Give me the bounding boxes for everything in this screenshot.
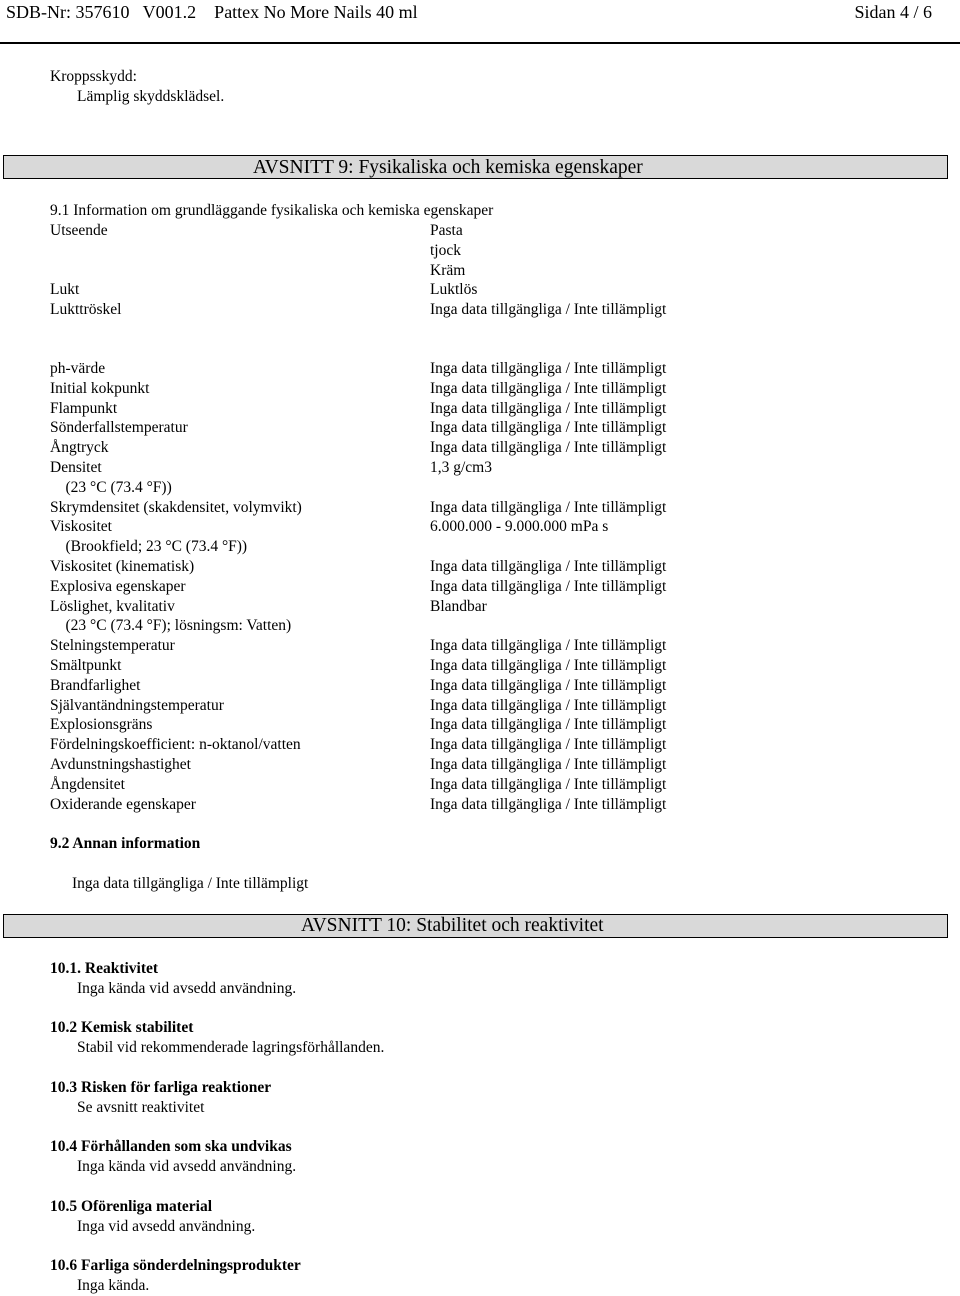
section10-text: Se avsnitt reaktivitet	[77, 1098, 205, 1116]
property-label: Fördelningskoefficient: n-oktanol/vatten	[50, 736, 301, 754]
property-value: tjock	[430, 241, 461, 259]
section10-heading: 10.2 Kemisk stabilitet	[50, 1019, 194, 1037]
section10-heading: 10.4 Förhållanden som ska undvikas	[50, 1138, 292, 1156]
property-label: Brandfarlighet	[50, 676, 141, 694]
body-protection-value: Lämplig skyddsklädsel.	[77, 88, 225, 105]
property-label: Skrymdensitet (skakdensitet, volymvikt)	[50, 498, 302, 516]
property-value: Kräm	[430, 261, 466, 279]
property-label: Flampunkt	[50, 399, 118, 417]
property-label: Avdunstningshastighet	[50, 756, 191, 773]
property-label: (23 °C (73.4 °F); lösningsm: Vatten)	[50, 617, 292, 635]
page-header	[6, 0, 932, 24]
property-label: Löslighet, kvalitativ	[50, 597, 175, 615]
section10-heading: 10.5 Oförenliga material	[50, 1197, 213, 1215]
property-value: Inga data tillgängliga / Inte tillämpligt	[430, 360, 667, 377]
property-value: Inga data tillgängliga / Inte tillämpligt	[430, 657, 667, 674]
property-value: Inga data tillgängliga / Inte tillämpligt	[430, 577, 667, 595]
body-protection-label: Kroppsskydd:	[50, 68, 137, 85]
section9-sub2: 9.2 Annan information	[50, 835, 201, 852]
property-value: Inga data tillgängliga / Inte tillämpligt	[430, 498, 667, 516]
property-value: Inga data tillgängliga / Inte tillämpligt	[430, 775, 667, 793]
property-label: Viskositet (kinematisk)	[50, 558, 195, 575]
property-value: Pasta	[430, 222, 463, 239]
section10-heading: 10.3 Risken för farliga reaktioner	[50, 1078, 272, 1096]
document-id: SDB-Nr: 357610 V001.2 Pattex No More Nails 40 ml	[6, 2, 418, 22]
section10-text: Inga kända vid avsedd användning.	[77, 1158, 297, 1176]
property-label: Ångdensitet	[50, 775, 125, 793]
page-number: Sidan 4 / 6	[854, 2, 932, 22]
section10-text: Inga kända vid avsedd användning.	[77, 980, 297, 997]
section10-heading: 10.1. Reaktivitet	[50, 960, 159, 977]
property-value: Inga data tillgängliga / Inte tillämpligt	[430, 716, 667, 734]
section10-title: AVSNITT 10: Stabilitet och reaktivitet	[301, 915, 604, 936]
property-value: Inga data tillgängliga / Inte tillämpligt	[430, 399, 667, 417]
property-label: Utseende	[50, 222, 108, 239]
property-value: 1,3 g/cm3	[430, 459, 492, 476]
property-value: Inga data tillgängliga / Inte tillämpligt	[430, 379, 667, 397]
property-value: Inga data tillgängliga / Inte tillämpligt	[430, 736, 667, 754]
property-label: (23 °C (73.4 °F))	[50, 478, 172, 496]
header-divider	[0, 42, 960, 44]
property-value: Luktlös	[430, 281, 478, 299]
property-label: Smältpunkt	[50, 657, 122, 674]
property-value: Inga data tillgängliga / Inte tillämpligt	[430, 439, 667, 457]
property-label: Sönderfallstemperatur	[50, 419, 188, 437]
property-label: Lukt	[50, 281, 80, 299]
property-label: Densitet	[50, 459, 102, 476]
section10-text: Stabil vid rekommenderade lagringsförhållanden.	[77, 1039, 385, 1057]
property-label: Initial kokpunkt	[50, 379, 150, 397]
property-value: Inga data tillgängliga / Inte tillämpligt	[430, 301, 667, 319]
property-label: Stelningstemperatur	[50, 637, 175, 655]
property-label: Explosionsgräns	[50, 716, 153, 734]
section10-text: Inga vid avsedd användning.	[77, 1217, 256, 1235]
section9-sub2-text: Inga data tillgängliga / Inte tillämpligt	[72, 875, 309, 892]
property-value: Inga data tillgängliga / Inte tillämpligt	[430, 756, 667, 773]
property-value: Inga data tillgängliga / Inte tillämpligt	[430, 696, 667, 714]
property-label: Oxiderande egenskaper	[50, 795, 196, 813]
property-label: Explosiva egenskaper	[50, 577, 186, 595]
property-label: ph-värde	[50, 360, 106, 377]
property-value: Inga data tillgängliga / Inte tillämpligt	[430, 419, 667, 437]
section10-heading: 10.6 Farliga sönderdelningsprodukter	[50, 1257, 301, 1274]
property-label: Lukttröskel	[50, 301, 122, 319]
property-label: Ångtryck	[50, 439, 109, 457]
property-value: Blandbar	[430, 597, 487, 615]
property-label: (Brookfield; 23 °C (73.4 °F))	[50, 538, 248, 556]
property-value: Inga data tillgängliga / Inte tillämpligt	[430, 676, 667, 694]
property-value: 6.000.000 - 9.000.000 mPa s	[430, 518, 609, 536]
section10-text: Inga kända.	[77, 1277, 150, 1294]
section9-title: AVSNITT 9: Fysikaliska och kemiska egenskaper	[253, 157, 643, 178]
property-value: Inga data tillgängliga / Inte tillämpligt	[430, 637, 667, 655]
property-value: Inga data tillgängliga / Inte tillämpligt	[430, 795, 667, 813]
property-label: Viskositet	[50, 518, 112, 536]
property-value: Inga data tillgängliga / Inte tillämpligt	[430, 558, 667, 575]
property-label: Självantändningstemperatur	[50, 696, 224, 714]
section9-sub1: 9.1 Information om grundläggande fysikaliska och kemiska egenskaper	[50, 202, 494, 219]
